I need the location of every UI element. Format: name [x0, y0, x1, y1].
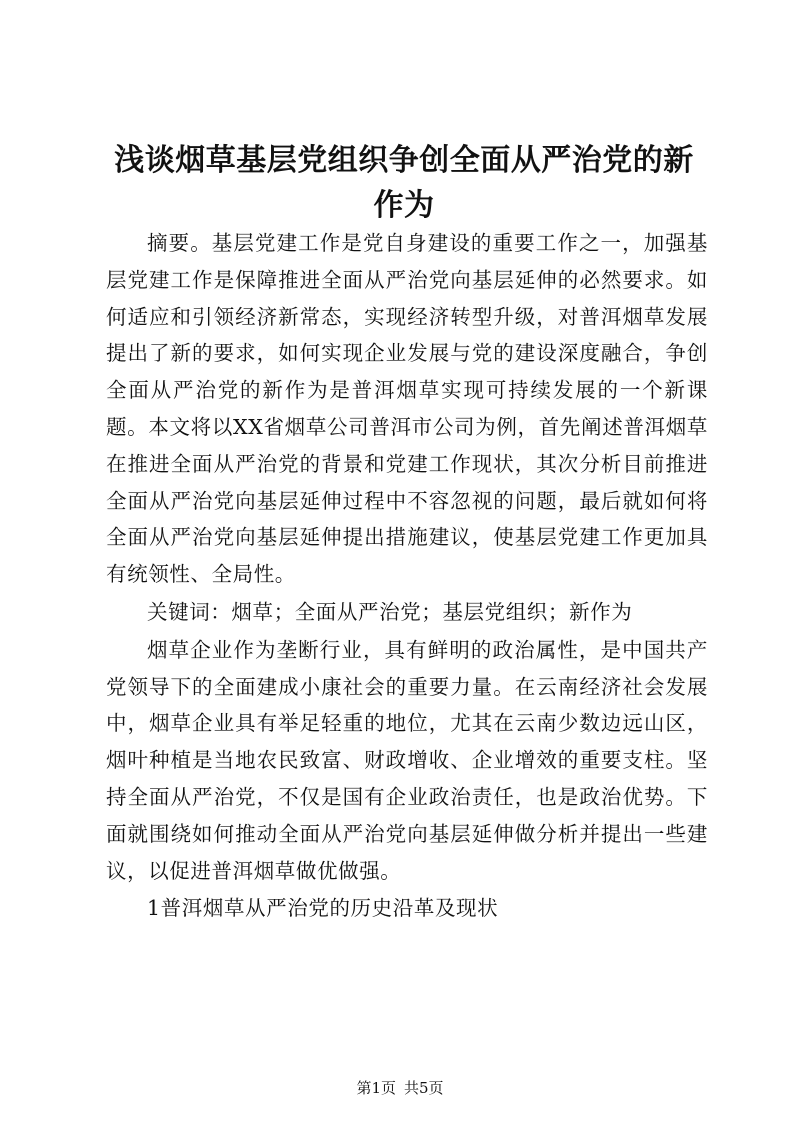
keywords-paragraph: 关键词：烟草；全面从严治党；基层党组织；新作为	[147, 599, 633, 624]
page-total: 共5页	[404, 1079, 444, 1097]
abstract-paragraph: 摘要。基层党建工作是党自身建设的重要工作之一，加强基层党建工作是保障推进全面从严治党向基层延伸的必然要求。如何适应和引领经济新常态，实现经济转型升级，对普洱烟草发展提出了新的要求，如何实现企业发展与党的建设深度融合，争创全面从严治党的新作为是普洱烟草实现可持续发展的一个新课题。本文将以XX省烟草公司普洱市公司为例，首先阐述普洱烟草在推进全面从严治党的背景和党建工作现状，其次分析目前推进全面从严治党向基层延伸过程中不容忽视的问题，最后就如何将全面从严治党向基层延伸提出措施建议，使基层党建工作更加具有统领性、全局性。	[106, 231, 708, 587]
document-body	[106, 225, 708, 927]
section-heading: 1普洱烟草从严治党的历史沿革及现状	[147, 896, 499, 921]
page-footer	[0, 1078, 800, 1098]
page-number: 第1页	[356, 1079, 396, 1097]
intro-paragraph: 烟草企业作为垄断行业，具有鲜明的政治属性，是中国共产党领导下的全面建成小康社会的重要力量。在云南经济社会发展中，烟草企业具有举足轻重的地位，尤其在云南少数边远山区，烟叶种植是当地农民致富、财政增收、企业增效的重要支柱。坚持全面从严治党，不仅是国有企业政治责任，也是政治优势。下面就围绕如何推动全面从严治党向基层延伸做分析并提出一些建议，以促进普洱烟草做优做强。	[106, 637, 708, 883]
document-title: 浅谈烟草基层党组织争创全面从严治党的新作为	[114, 143, 694, 223]
